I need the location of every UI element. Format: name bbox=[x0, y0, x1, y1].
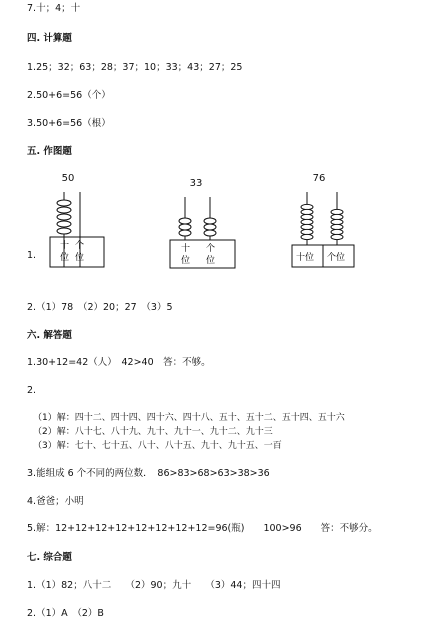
abacus-3-value: 76 bbox=[312, 173, 326, 184]
svg-text:个: 个 bbox=[75, 241, 85, 251]
section-5-heading: 五. 作图题 bbox=[27, 146, 72, 157]
abacus-3 bbox=[290, 190, 360, 272]
s4-answer-3: 3.50+6=56（根） bbox=[27, 118, 111, 129]
section-7-heading: 七. 综合题 bbox=[27, 552, 72, 563]
abacus-1 bbox=[48, 190, 108, 270]
s6-answer-1: 1.30+12=42（人） 42>40 答：不够。 bbox=[27, 357, 211, 368]
svg-text:十: 十 bbox=[181, 244, 191, 254]
s6-answer-4: 4.爸爸；小明 bbox=[27, 496, 84, 507]
s5-answer-2: 2.（1）78 （2）20；27 （3）5 bbox=[27, 302, 173, 313]
s4-answer-1: 1.25；32；63；28；37；10；33；43；27；25 bbox=[27, 62, 243, 73]
svg-text:位: 位 bbox=[60, 253, 70, 263]
s6-answer-2-part-1: （1）解：四十二、四十四、四十六、四十八、五十、五十二、五十四、五十六 bbox=[33, 413, 345, 423]
s6-answer-3: 3.能组成 6 个不同的两位数． 86>83>68>63>38>36 bbox=[27, 468, 270, 479]
svg-text:位: 位 bbox=[75, 253, 85, 263]
svg-text:十: 十 bbox=[60, 241, 70, 251]
abacus-2 bbox=[170, 195, 240, 273]
section-6-heading: 六. 解答题 bbox=[27, 330, 72, 341]
s6-answer-2: 2. bbox=[27, 385, 37, 396]
s5-answer-1-number: 1. bbox=[27, 250, 37, 261]
abacus-2-value: 33 bbox=[189, 178, 203, 189]
section-4-heading: 四. 计算题 bbox=[27, 33, 72, 44]
s7-answer-2: 2.（1）A （2）B bbox=[27, 608, 104, 619]
abacus-1-value: 50 bbox=[61, 173, 75, 184]
q7-answer: 7.十；4；十 bbox=[27, 3, 81, 14]
svg-text:十位: 十位 bbox=[296, 253, 315, 263]
s6-answer-5: 5.解：12+12+12+12+12+12+12+12=96(瓶) 100>96 答：不够分。 bbox=[27, 523, 378, 534]
s4-answer-2: 2.50+6=56（个） bbox=[27, 90, 111, 101]
svg-text:个: 个 bbox=[206, 244, 216, 254]
svg-text:位: 位 bbox=[206, 256, 216, 266]
svg-text:个位: 个位 bbox=[327, 253, 346, 263]
svg-text:位: 位 bbox=[181, 256, 191, 266]
s7-answer-1: 1.（1）82；八十二 （2）90；九十 （3）44；四十四 bbox=[27, 580, 281, 591]
s6-answer-2-part-3: （3）解：七十、七十五、八十、八十五、九十、九十五、一百 bbox=[33, 441, 282, 451]
s6-answer-2-part-2: （2）解：八十七、八十九、九十、九十一、九十二、九十三 bbox=[33, 427, 273, 437]
